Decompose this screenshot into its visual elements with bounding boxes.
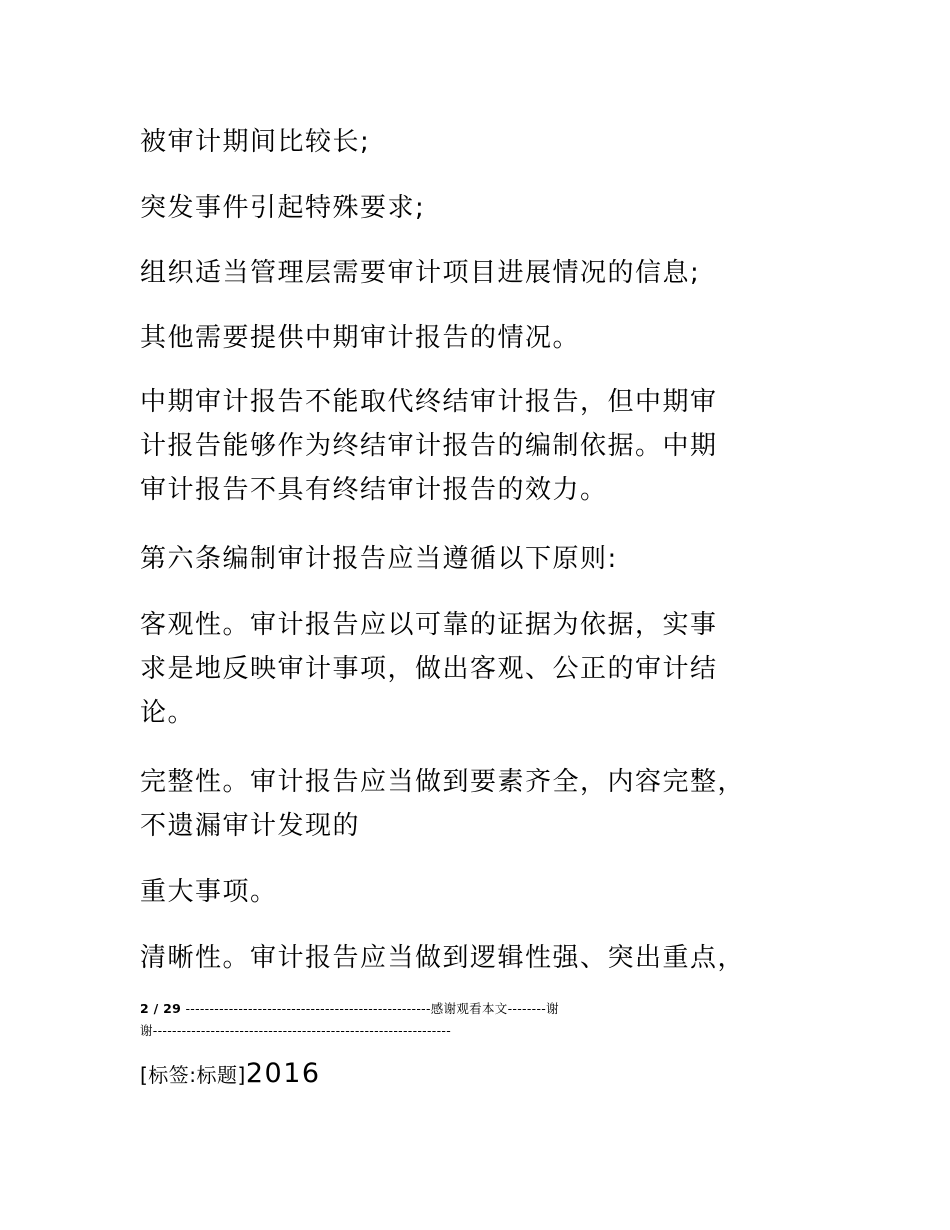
paragraph-10: 清晰性。审计报告应当做到逻辑性强、突出重点， bbox=[140, 943, 746, 973]
paragraph-5: 中期审计报告不能取代终结审计报告，但中期审 计报告能够作为终结审计报告的编制依据。中期 审计报告不具有终结审计报告的效力。 bbox=[140, 387, 718, 505]
page-indicator: 2 / 29 bbox=[140, 1001, 182, 1016]
paragraph-7: 客观性。审计报告应以可靠的证据为依据，实事 求是地反映审计事项，做出客观、公正的审计结 论。 bbox=[140, 610, 718, 728]
footer-text: ---------------------------------------------------感谢观看本文--------谢 谢-------------------------------------------------------------- bbox=[140, 1001, 559, 1038]
page-footer bbox=[140, 998, 720, 1042]
paragraph-9: 重大事项。 bbox=[140, 877, 278, 907]
paragraph-8: 完整性。审计报告应当做到要素齐全，内容完整， 不遗漏审计发现的 bbox=[140, 767, 746, 841]
tag-year: 2016 bbox=[245, 1058, 321, 1089]
paragraph-1: 被审计期间比较长; bbox=[140, 127, 371, 157]
paragraph-6: 第六条编制审计报告应当遵循以下原则: bbox=[140, 544, 618, 574]
tag-label: [标签:标题] bbox=[140, 1063, 246, 1087]
paragraph-4: 其他需要提供中期审计报告的情况。 bbox=[140, 323, 581, 353]
tagline bbox=[140, 1058, 321, 1089]
paragraph-2: 突发事件引起特殊要求; bbox=[140, 193, 426, 223]
paragraph-3: 组织适当管理层需要审计项目进展情况的信息; bbox=[140, 258, 701, 288]
